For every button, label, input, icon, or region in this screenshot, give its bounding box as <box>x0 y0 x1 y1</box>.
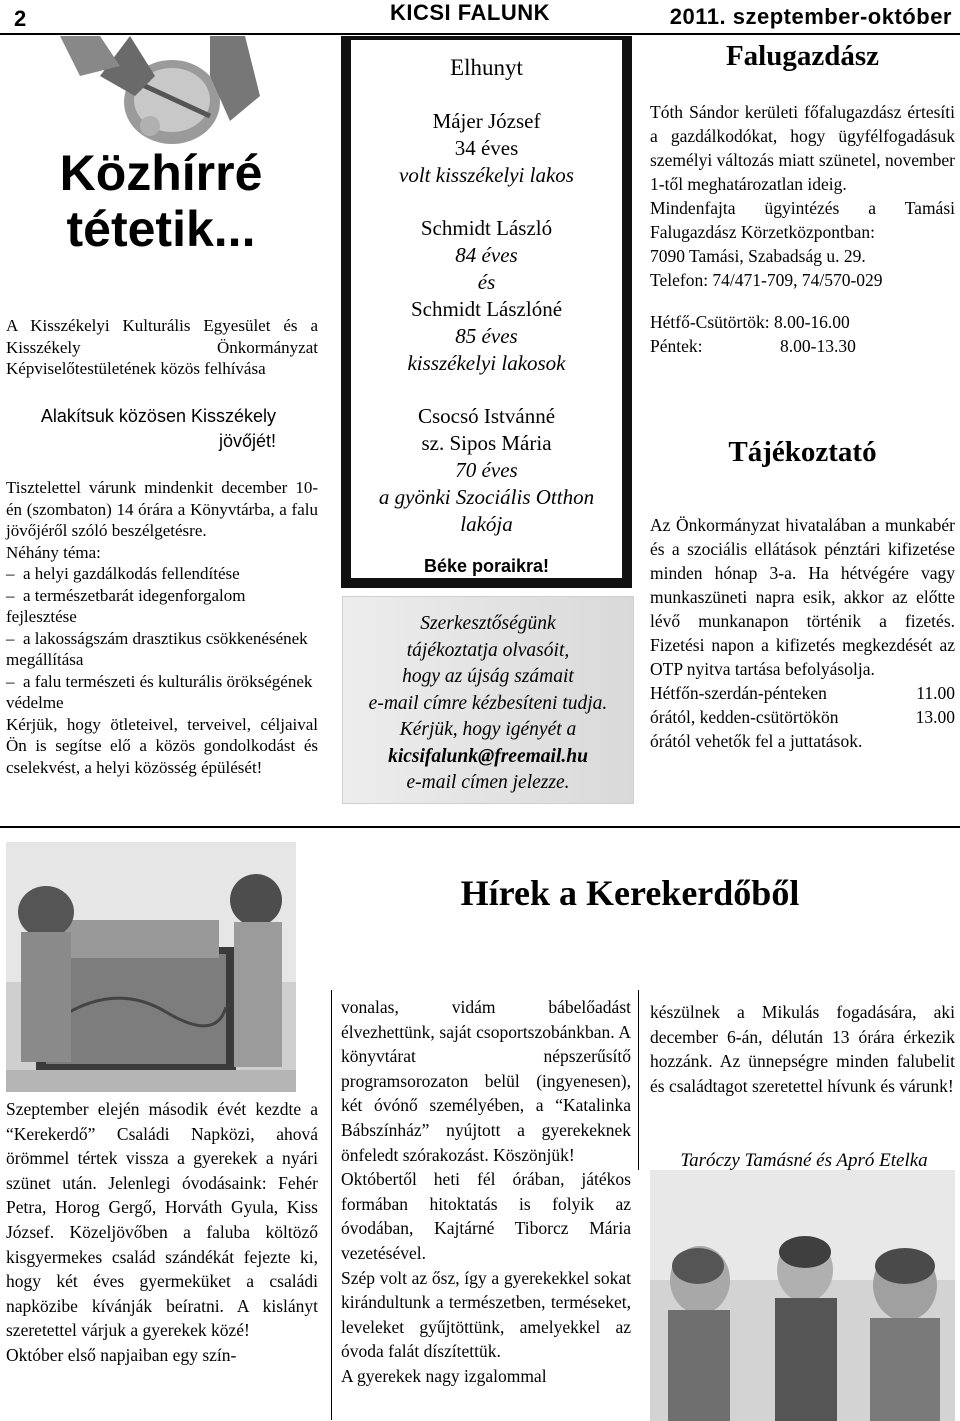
email-notice <box>342 596 634 804</box>
notice-line: tájékoztatja olvasóit, <box>406 639 570 661</box>
topic-item: – a falu természeti és kulturális örökségének védelme <box>6 671 313 712</box>
kerekerdo-para: Októbertől heti fél órában, játékos formában hitoktatás is folyik az óvodában, Kajtárné Tiborcz Mária vezetésével. <box>341 1169 631 1263</box>
masthead: KICSI FALUNK <box>390 0 550 25</box>
obit-note: kisszékelyi lakosok <box>407 351 566 375</box>
kozhirre-title <box>56 145 266 257</box>
section-rule <box>0 826 960 828</box>
title-line-2: tétetik... <box>66 201 256 257</box>
kerekerdo-col3 <box>650 1000 955 1098</box>
obit-name: Schmidt László <box>420 216 553 240</box>
obit-note: a gyönki Szociális Otthon lakója <box>378 485 595 536</box>
kerekerdo-para: vonalas, vidám bábelőadást élvezhettünk, saját csoportszobánkban. A könyvtárat népszerűsítő programsorozaton belül (ingyenesen), két óvónő személyében, a “Katalinka Bábszínház” nyújtott a gyerekeknek önfeledt szórakozást. Köszönjük! <box>341 997 631 1165</box>
kerekerdo-signature: Taróczy Tamásné és Apró Etelka <box>680 1150 928 1171</box>
kerekerdo-title: Hírek a Kerekerdőből <box>460 873 800 913</box>
tajekoztato-body <box>650 513 955 753</box>
hours-row: Hétfőn-szerdán-pénteken 11.00 <box>650 683 955 703</box>
obituary-title: Elhunyt <box>450 55 523 80</box>
intro-text: A Kisszékelyi Kulturális Egyesület és a Kisszékely Önkormányzat Képviselőtestületének közös felhívása <box>6 316 318 378</box>
falugazdasz-address: 7090 Tamási, Szabadság u. 29. <box>650 246 866 266</box>
tajekoztato-para: Az Önkormányzat hivatalában a munkabér és a szociális ellátások pénztári kifizetése minden hónap 3-a. Ha hétvégére vagy munkaszüneti napra esik, akkor az előtte lévő munkanapon történik a fizetés. Fizetési napon a kifizetés megkezdését az OTP nyitva tartása befolyásolja. <box>650 515 955 679</box>
kerekerdo-col2 <box>341 995 631 1389</box>
falugazdasz-title: Falugazdász <box>725 40 880 72</box>
tajekoztato-title: Tájékoztató <box>728 436 877 468</box>
page-number: 2 <box>14 6 27 31</box>
obit-age: 70 éves <box>455 458 518 482</box>
hours-row: órától, kedden-csütörtökön 13.00 <box>650 707 955 727</box>
issue-date: 2011. szeptember-október <box>669 4 952 29</box>
topics-intro: Néhány téma: <box>6 542 101 562</box>
obit-age: 34 éves <box>454 136 519 160</box>
falugazdasz-body <box>650 100 955 358</box>
kerekerdo-para: Szép volt az ősz, így a gyerekekkel sokat kirándultunk a természetben, terméseket, leveleket gyűjtöttünk, amelyekkel az óvoda falát díszítettük. <box>341 1267 631 1362</box>
invitation-para: Tisztelettel várunk mindenkit december 10-én (szombaton) 14 órára a Könyvtárba, a falu jövőjéről szóló beszélgetésre. <box>6 478 318 540</box>
obit-closing: Béke poraikra! <box>423 556 550 576</box>
notice-email: kicsifalunk@freemail.hu <box>388 745 588 767</box>
notice-line: e-mail címen jelezze. <box>406 772 570 793</box>
obit-age: 84 éves <box>455 243 518 267</box>
invitation-body <box>6 477 318 778</box>
call-subhead: Alakítsuk közösen Kisszékely jövőjét! <box>40 406 276 451</box>
kerekerdo-col1 <box>6 1097 318 1368</box>
hours-row: órától vehetők fel a juttatások. <box>650 731 863 751</box>
notice-line: e-mail címre kézbesíteni tudja. <box>368 692 608 714</box>
obit-name: Csocsó Istvánné <box>417 404 556 428</box>
obit-name: Schmidt Lászlóné <box>410 297 563 321</box>
column-divider <box>331 990 332 1420</box>
obit-name-b: sz. Sipos Mária <box>421 431 552 455</box>
kerekerdo-para: készülnek a Mikulás fogadására, aki december 6-án, délután 13 órára érkezik hozzánk. Az ünnepségre minden falubelit és családtagot szeretettel hívunk és várunk! <box>650 1002 955 1096</box>
falugazdasz-para: Tóth Sándor kerületi főfalugazdász értesíti a gazdálkodókat, hogy ügyfélfogadásuk személyi változás miatt szünetel, november 1-től meghatározatlan ideig. <box>650 102 955 194</box>
column-divider <box>638 990 639 1170</box>
obit-age: 85 éves <box>455 324 518 348</box>
obituary-box <box>341 36 632 588</box>
header-rule <box>0 33 960 35</box>
topic-item: – a helyi gazdálkodás fellendítése <box>6 564 240 583</box>
hours-row: Hétfő-Csütörtök: 8.00-16.00 <box>650 312 850 332</box>
children-photo <box>650 1170 955 1421</box>
title-line-1: Közhírré <box>59 145 263 201</box>
notice-line: hogy az újság számait <box>402 666 574 687</box>
obit-note: volt kisszékelyi lakos <box>399 163 574 187</box>
topic-item: – a természetbarát idegenforgalom fejlesztése <box>6 585 246 626</box>
dudas-illustration <box>60 36 275 144</box>
falugazdasz-phone: Telefon: 74/471-709, 74/570-029 <box>650 270 883 290</box>
puppet-show-photo <box>6 842 296 1092</box>
closing-para: Kérjük, hogy ötleteivel, terveivel, céljaival Ön is segítse elő a közös gondolkodást és cselekvést, a helyi közösség épülését! <box>6 714 318 777</box>
obit-name: Májer József <box>432 109 541 133</box>
topic-item: – a lakosságszám drasztikus csökkenésének megállítása <box>6 628 308 669</box>
notice-line: Kérjük, hogy igényét a <box>399 719 577 740</box>
kerekerdo-para: Szeptember elején második évét kezdte a “Kerekerdő” Családi Napközi, ahová örömmel tértek vissza a gyerekek a nyári szünet után. Jelenlegi óvodásaink: Fehér Petra, Horog Gergő, Horváth Gyula, Kiss József. Közeljövőben a faluba költöző kisgyermekes család szándékát fejezte ki, hogy két éves gyermeküket a családi napközibe kívánják beíratni. A kislányt szeretettel várjuk a gyerekek közé! <box>6 1099 318 1341</box>
kerekerdo-para: A gyerekek nagy izgalommal <box>341 1365 547 1386</box>
notice-line: Szerkesztőségünk <box>420 613 556 634</box>
page-header <box>0 0 960 36</box>
kerekerdo-para-end: Október első napjaiban egy szín- <box>6 1344 237 1365</box>
obit-conj: és <box>477 270 496 294</box>
falugazdasz-para2: Mindenfajta ügyintézés a Tamási Falugazdász Körzetközpontban: <box>650 198 955 242</box>
hours-row: Péntek: 8.00-13.30 <box>650 336 856 356</box>
